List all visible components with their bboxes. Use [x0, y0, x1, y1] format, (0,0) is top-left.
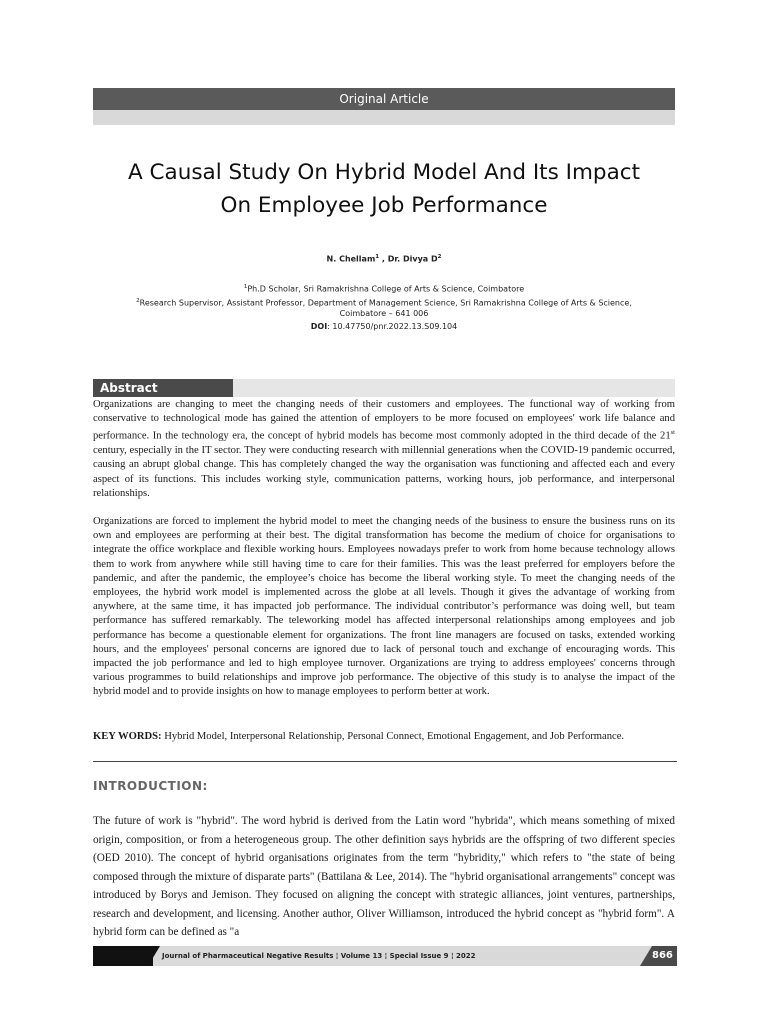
footer-page-slant	[640, 946, 652, 966]
article-type-banner	[93, 88, 675, 110]
affiliation-2-text: Research Supervisor, Assistant Professor, Department of Management Science, Sri Ramakrishna College of Arts & Science,	[139, 298, 632, 308]
author-1: N. Chellam	[326, 254, 376, 264]
banner-underlay	[93, 110, 675, 125]
doi-value[interactable]: : 10.47750/pnr.2022.13.S09.104	[327, 322, 458, 331]
author-2: Dr. Divya D	[387, 254, 438, 264]
affiliation-2-city	[70, 307, 698, 321]
keywords	[93, 730, 675, 744]
author-list	[60, 254, 708, 264]
title-line-2: On Employee Job Performance	[220, 193, 548, 218]
footer-journal-info: Journal of Pharmaceutical Negative Results ¦ Volume 13 ¦ Special Issue 9 ¦ 2022	[162, 952, 476, 960]
ordinal-superscript: st	[670, 429, 675, 437]
affiliation-1-marker: 1	[243, 284, 248, 290]
paper-title	[60, 156, 708, 222]
title-line-1: A Causal Study On Hybrid Model And Its Impact	[127, 160, 641, 185]
introduction-paragraph: The future of work is "hybrid". The word hybrid is derived from the Latin word "hybrida", which means something of mixed origin, composition, or from a heterogeneous group. The other definition says hybrids are the offspring of two different species (OED 2010). The concept of hybrid organisations originates from the term "hybridity," which refers to "the state of being composed through the mixture of disparate parts" (Battilana & Lee, 2014). The "hybrid organisational arrangements" concept was introduced by Borys and Jemison. They focused on aligning the concept with strategic alliances, joint ventures, partnerships, research and development, and licensing. Another author, Oliver Williamson, introduced the hybrid concept as "hybrid form". A hybrid form can be defined as "a	[93, 815, 675, 938]
doi-label: DOI	[310, 322, 328, 331]
doi-line	[70, 320, 698, 334]
introduction-heading: INTRODUCTION:	[93, 779, 208, 793]
abstract-p1-part-b: century, especially in the IT sector. They were conducting research with millennial generations when the COVID-19 pandemic occurred, causing an abrupt global change. This has completely changed the way the organisation was functioning and affected each and every aspect of its functions. This includes working style, communication patterns, working hours, job performance, and interpersonal relationships.	[93, 445, 675, 499]
footer-black-block	[93, 946, 153, 966]
article-type-label: Original Article	[339, 92, 429, 106]
footer-black-slant	[148, 946, 160, 966]
author-1-marker: 1	[375, 254, 380, 260]
author-separator: ,	[379, 254, 388, 264]
keywords-text: Hybrid Model, Interpersonal Relationship, Personal Connect, Emotional Engagement, and Job Performance.	[161, 731, 625, 742]
abstract-paragraph-2: Organizations are forced to implement the hybrid model to meet the changing needs of the business to ensure the business runs on its own and employees are performing at their best. The digital transformation has become the medium of choice for organisations to integrate the office workplace and flexible working hours. Employees nowadays prefer to work from home because technology allows them to work from anywhere while still having time to care for their families. This was the least preferred for employers before the pandemic, and after the pandemic, the employee’s choice has become the liberal working style. To meet the changing needs of the employees, the hybrid work model is implemented across the globe at all levels. Though it gives the advantage of working from anywhere, at the same time, it has impacted job performance. The individual contributor’s performance was doing well, but team performance has suffered remarkably. The teleworking model has affected interpersonal relationships among employees and job performance has become a questionable element for organizations. The front line managers are focused on tasks, extended working hours, and the employees' personal concerns are ignored due to lack of personal touch and exchange of encouraging words. This impacted the job performance and led to high employee turnover. Organizations are trying to address employees' concerns through various programmes to build relationships and improve job performance. The objective of this study is to analyse the impact of the hybrid model and to provide insights on how to manage employees to perform better at work.	[93, 516, 675, 698]
section-divider	[93, 761, 677, 762]
affiliation-2-marker: 2	[136, 298, 140, 304]
abstract-paragraph-1	[93, 398, 675, 501]
page-number: 866	[652, 946, 677, 966]
abstract-p1-part-a: Organizations are changing to meet the changing needs of their customers and employees. The functional way of working from conservative to technological mode has gained the attention of employers to be more focused on employees' work life balance and performance. In the technology era, the concept of hybrid models has become most commonly adopted in the third decade of the 21	[93, 399, 675, 442]
keywords-label: KEY WORDS:	[93, 731, 162, 742]
affiliation-2-city-text: Coimbatore – 641 006	[339, 309, 429, 318]
affiliation-1-text: Ph.D Scholar, Sri Ramakrishna College of Arts & Science, Coimbatore	[247, 284, 525, 294]
author-2-marker: 2	[437, 254, 442, 260]
abstract-heading: Abstract	[93, 379, 233, 397]
